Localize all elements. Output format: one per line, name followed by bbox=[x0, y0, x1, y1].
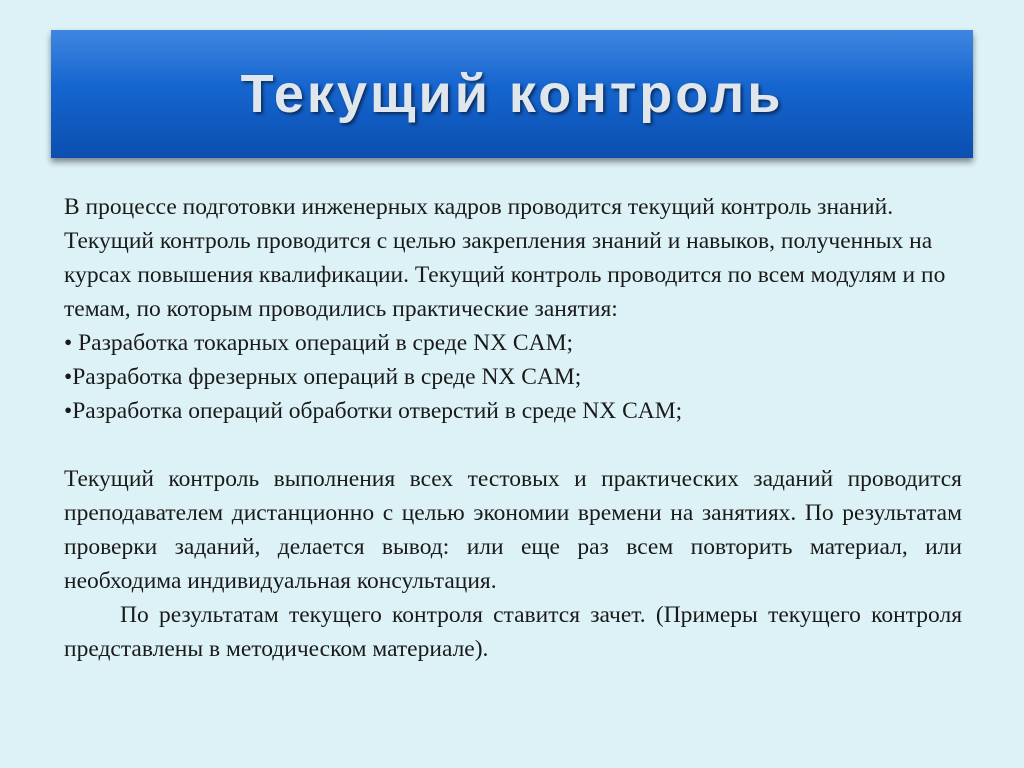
slide-title: Текущий контроль bbox=[240, 64, 784, 124]
slide-body bbox=[64, 190, 962, 666]
intro-paragraph: В процессе подготовки инженерных кадров проводится текущий контроль знаний. Текущий контроль проводится с целью закрепления знаний и навыков, полученных на курсах повышения квалификации. Текущий контроль проводится по всем модулям и по темам, по которым проводились практические занятия: bbox=[64, 194, 946, 322]
topic-list bbox=[64, 326, 962, 428]
result-paragraph: По результатам текущего контроля ставится зачет. (Примеры текущего контроля представлены в методическом материале). bbox=[64, 602, 962, 662]
control-paragraph: Текущий контроль выполнения всех тестовых и практических заданий проводится преподавателем дистанционно с целью экономии времени на занятиях. По результатам проверки заданий, делается вывод: или еще раз всем повторить материал, или необходима индивидуальная консультация. bbox=[64, 466, 962, 594]
list-item: •Разработка операций обработки отверстий в среде NX CAM; bbox=[64, 398, 683, 424]
list-item: • Разработка токарных операций в среде NX CAM; bbox=[64, 330, 574, 356]
paragraph-spacer bbox=[64, 428, 962, 462]
list-item: •Разработка фрезерных операций в среде NX CAM; bbox=[64, 364, 582, 390]
title-banner bbox=[51, 30, 973, 158]
